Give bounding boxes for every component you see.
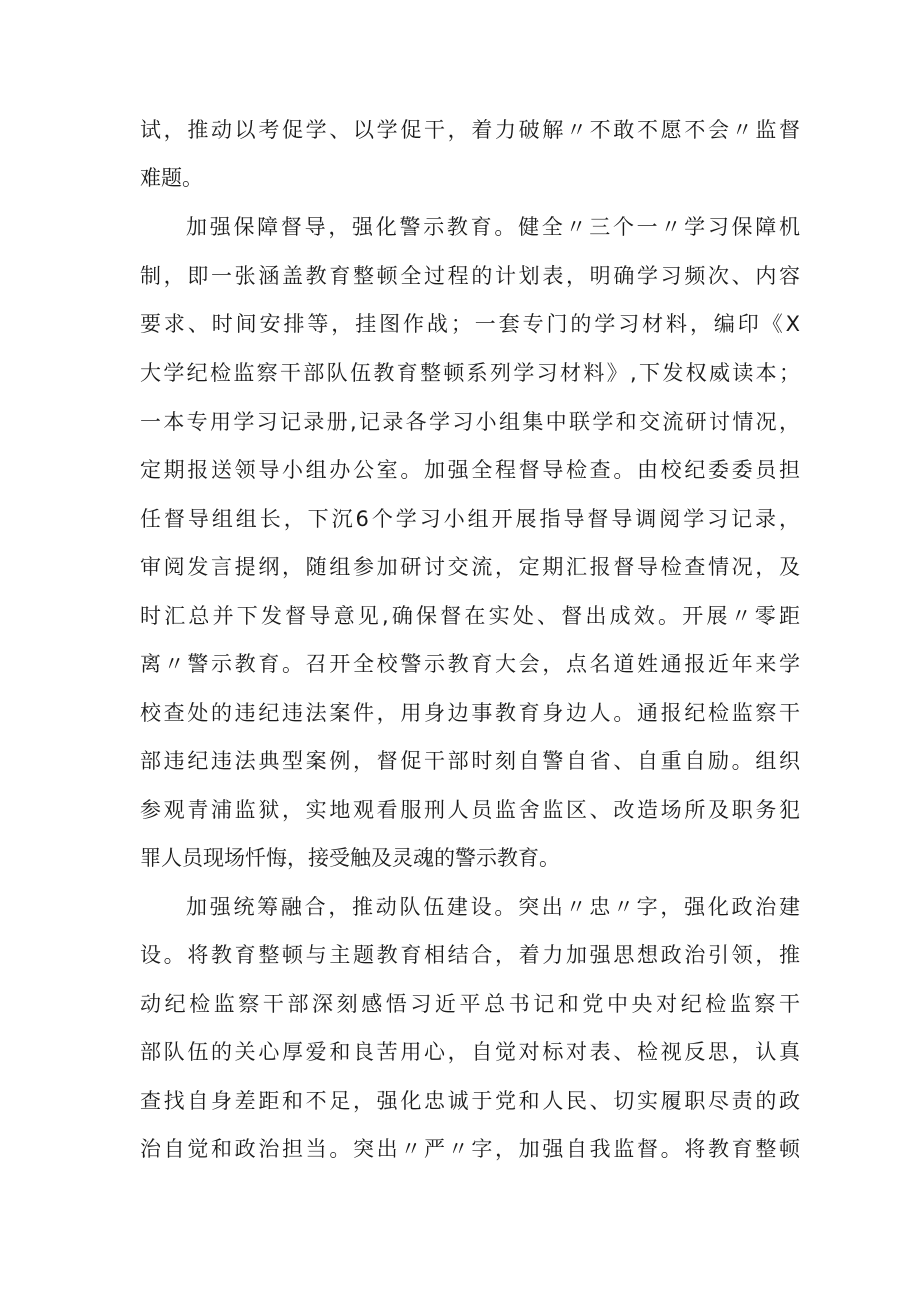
- text-line: 加强统筹融合，推动队伍建设。突出〃忠〃字，强化政治建: [186, 895, 800, 919]
- text-line: 部违纪违法典型案例，督促干部时刻自警自省、自重自励。组织: [140, 749, 800, 773]
- text-line: 任督导组组长，下沉6个学习小组开展指导督导调阅学习记录，: [140, 507, 800, 531]
- text-line: 设。将教育整顿与主题教育相结合，着力加强思想政治引领，推: [140, 943, 800, 967]
- text-line: 治自觉和政治担当。突出〃严〃字，加强自我监督。将教育整顿: [140, 1137, 800, 1161]
- text-line: 难题。: [140, 166, 203, 190]
- text-line: 加强保障督导，强化警示教育。健全〃三个一〃学习保障机: [186, 215, 800, 239]
- text-line: 部队伍的关心厚爱和良苦用心，自觉对标对表、检视反思，认真: [140, 1040, 800, 1064]
- text-line: 一本专用学习记录册,记录各学习小组集中联学和交流研讨情况，: [140, 410, 800, 434]
- text-line: 动纪检监察干部深刻感悟习近平总书记和党中央对纪检监察干: [140, 992, 800, 1016]
- text-line: 要求、时间安排等，挂图作战；一套专门的学习材料，编印《X: [140, 312, 800, 336]
- text-line: 参观青浦监狱，实地观看服刑人员监舍监区、改造场所及职务犯: [140, 798, 800, 822]
- text-line: 离〃警示教育。召开全校警示教育大会，点名道姓通报近年来学: [140, 652, 800, 676]
- text-line: 罪人员现场忏悔，接受触及灵魂的警示教育。: [140, 846, 560, 870]
- text-line: 制，即一张涵盖教育整顿全过程的计划表，明确学习频次、内容: [140, 264, 800, 288]
- text-line: 定期报送领导小组办公室。加强全程督导检查。由校纪委委员担: [140, 458, 800, 482]
- text-line: 大学纪检监察干部队伍教育整顿系列学习材料》,下发权威读本；: [140, 361, 800, 385]
- text-line: 校查处的违纪违法案件，用身边事教育身边人。通报纪检监察干: [140, 701, 800, 725]
- text-line: 审阅发言提纲，随组参加研讨交流，定期汇报督导检查情况，及: [140, 555, 800, 579]
- text-line: 时汇总并下发督导意见,确保督在实处、督出成效。开展〃零距: [140, 604, 800, 628]
- text-line: 查找自身差距和不足，强化忠诚于党和人民、切实履职尽责的政: [140, 1089, 800, 1113]
- text-line: 试，推动以考促学、以学促干，着力破解〃不敢不愿不会〃监督: [140, 118, 800, 142]
